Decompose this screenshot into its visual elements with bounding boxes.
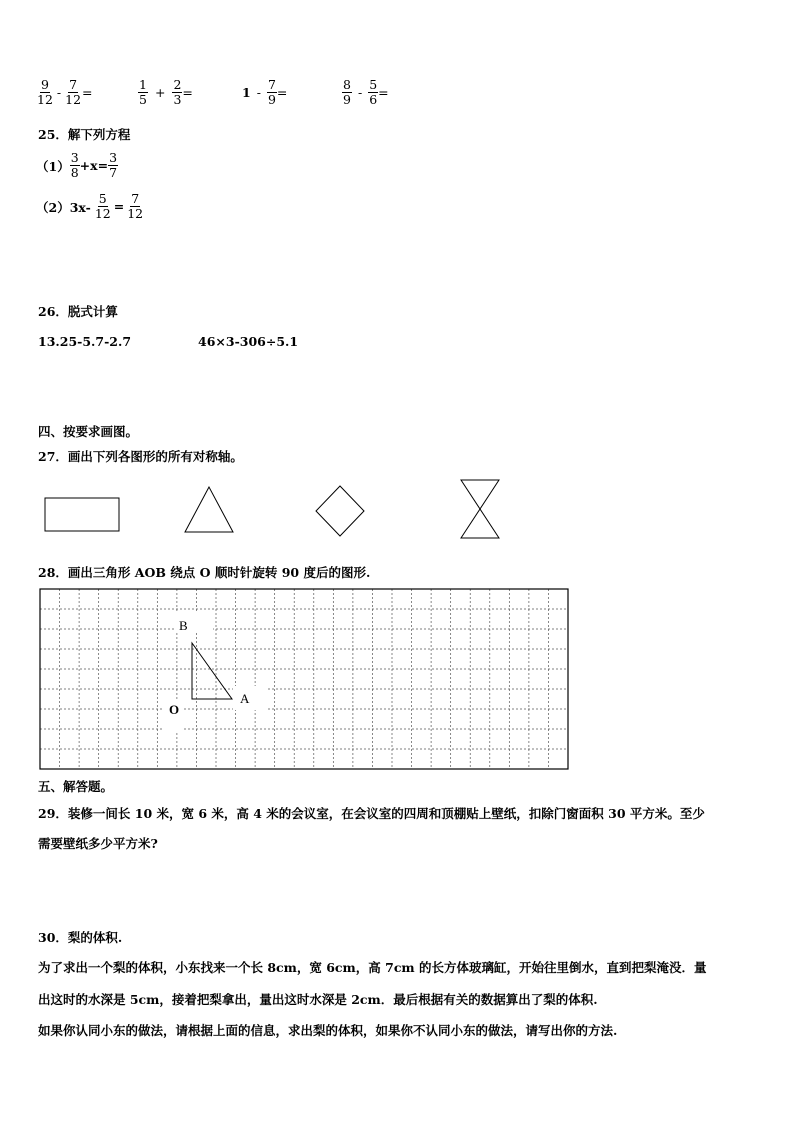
fraction: $\frac{9}{12}$ <box>37 77 53 108</box>
fraction: $\frac{2}{3}$ <box>173 77 182 108</box>
q26-expression-1: 13.25-5.7-2.7 <box>38 334 132 349</box>
q25-equation-2: （2）3x- $\frac{5}{12}$ = $\frac{7}{12}$ <box>36 191 144 222</box>
q29-line-2: 需要壁纸多少平方米? <box>38 836 158 851</box>
fraction: $\frac{5}{6}$ <box>369 77 378 108</box>
point-a-label: A <box>240 691 250 706</box>
fraction-expr-1: $\frac{9}{12}$ - $\frac{7}{12}$ = <box>37 77 93 108</box>
point-b-label: B <box>179 618 188 633</box>
triangle-aob <box>192 643 232 699</box>
q30-line-2: 出这时的水深是 5cm，接着把梨拿出，量出这时水深是 2cm．最后根据有关的数据算出了梨的体积. <box>38 992 598 1007</box>
grid-border <box>40 589 568 769</box>
q29-line-1: 29．装修一间长 10 米，宽 6 米，高 4 米的会议室，在会议室的四周和顶棚贴上壁纸，扣除门窗面积 30 平方米。至少 <box>38 806 705 821</box>
fraction: $\frac{7}{9}$ <box>267 77 276 108</box>
fraction: $\frac{7}{12}$ <box>65 77 82 108</box>
q25-equation-1: （1） $\frac{3}{8}$ +x= $\frac{3}{7}$ <box>36 150 118 181</box>
q30-title: 30．梨的体积. <box>38 930 123 945</box>
point-o-label: O <box>169 702 180 717</box>
rectangle-shape <box>45 498 119 531</box>
rhombus-shape <box>316 486 364 536</box>
label-backdrop <box>233 686 268 710</box>
q26-expression-2: 46×3-306÷5.1 <box>198 334 299 349</box>
q30-line-1: 为了求出一个梨的体积，小东找来一个长 8cm，宽 6cm，高 7cm 的长方体玻璃缸，开始往里倒水，直到把梨淹没．量 <box>38 960 707 975</box>
hourglass-shape <box>461 480 499 538</box>
q25-title: 25．解下列方程 <box>38 127 131 142</box>
fraction: $\frac{5}{12}$ <box>94 191 111 222</box>
fraction: $\frac{8}{9}$ <box>343 77 351 108</box>
fraction: $\frac{7}{12}$ <box>127 191 144 222</box>
grid-lines <box>40 589 568 769</box>
q28-grid <box>38 587 572 772</box>
fraction: $\frac{1}{5}$ <box>139 77 147 108</box>
fraction-expr-3: 1 - $\frac{7}{9}$ = <box>242 77 288 108</box>
triangle-shape <box>185 487 233 532</box>
fraction: $\frac{3}{8}$ <box>70 150 79 181</box>
section-5-title: 五、解答题。 <box>38 779 114 794</box>
q28-title: 28．画出三角形 AOB 绕点 O 顺时针旋转 90 度后的图形. <box>38 565 371 580</box>
q27-shapes <box>40 476 510 544</box>
section-4-title: 四、按要求画图。 <box>38 424 139 439</box>
fraction: $\frac{3}{7}$ <box>109 150 118 181</box>
fraction-expr-2: $\frac{1}{5}$ + $\frac{2}{3}$ = <box>139 77 193 108</box>
q26-title: 26．脱式计算 <box>38 304 118 319</box>
fraction-expr-4: $\frac{8}{9}$ - $\frac{5}{6}$ = <box>343 77 389 108</box>
q30-line-3: 如果你认同小东的做法，请根据上面的信息，求出梨的体积，如果你不认同小东的做法，请写出你的方法. <box>38 1023 618 1038</box>
q27-title: 27．画出下列各图形的所有对称轴。 <box>38 449 243 464</box>
